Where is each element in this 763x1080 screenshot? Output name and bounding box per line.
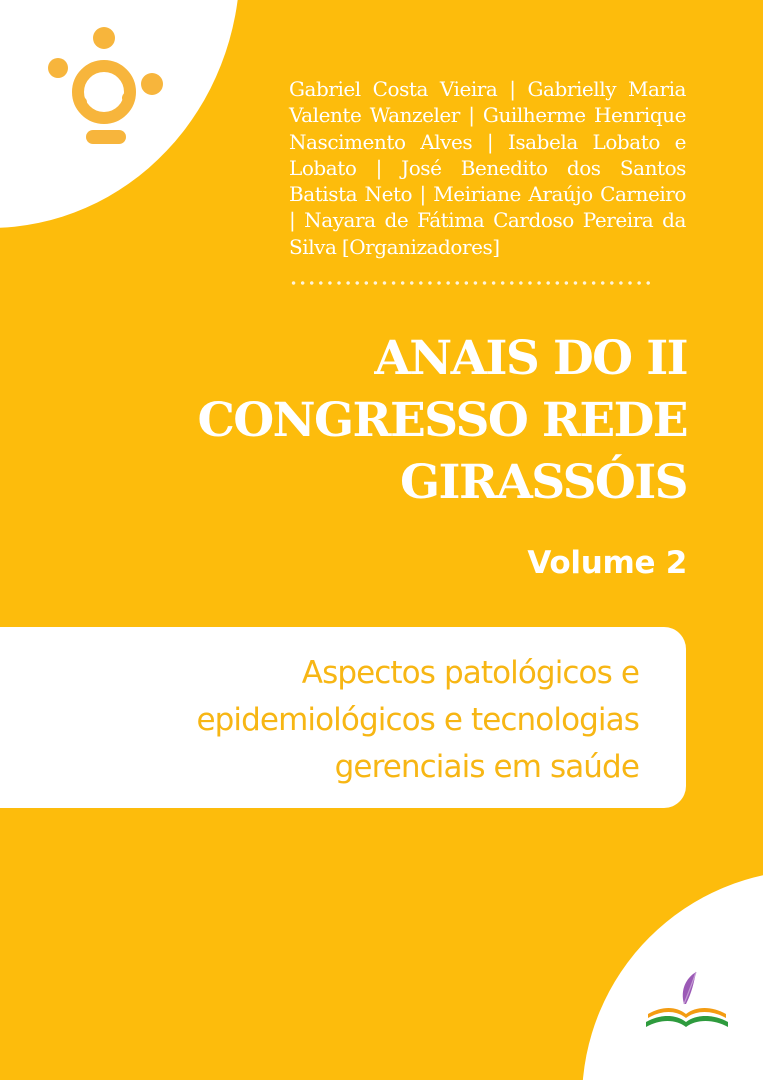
subtitle-line: gerenciais em saúde [334, 749, 639, 785]
title-line: ANAIS DO II [374, 331, 687, 386]
title-line: GIRASSÓIS [400, 455, 687, 510]
book-title [127, 328, 687, 514]
book-subtitle [39, 650, 639, 791]
authors-organizers: Gabriel Costa Vieira | Gabrielly Maria Valente Wanzeler | Guilherme Henrique Nascimento Alves | Isabela Lobato e Lobato | José Benedito dos Santos Batista Neto | Meiriane Araújo Carneiro | Nayara de Fátima Cardoso Pereira da Silva [Organizadores] [289, 77, 686, 259]
dotted-divider [289, 280, 653, 286]
title-line: CONGRESSO REDE [197, 393, 687, 448]
subtitle-line: epidemiológicos e tecnologias [196, 702, 639, 738]
volume-label: Volume 2 [527, 545, 687, 581]
open-book-feather-logo-icon [644, 970, 730, 1036]
people-circle-logo-icon [46, 26, 166, 148]
subtitle-line: Aspectos patológicos e [301, 655, 639, 691]
